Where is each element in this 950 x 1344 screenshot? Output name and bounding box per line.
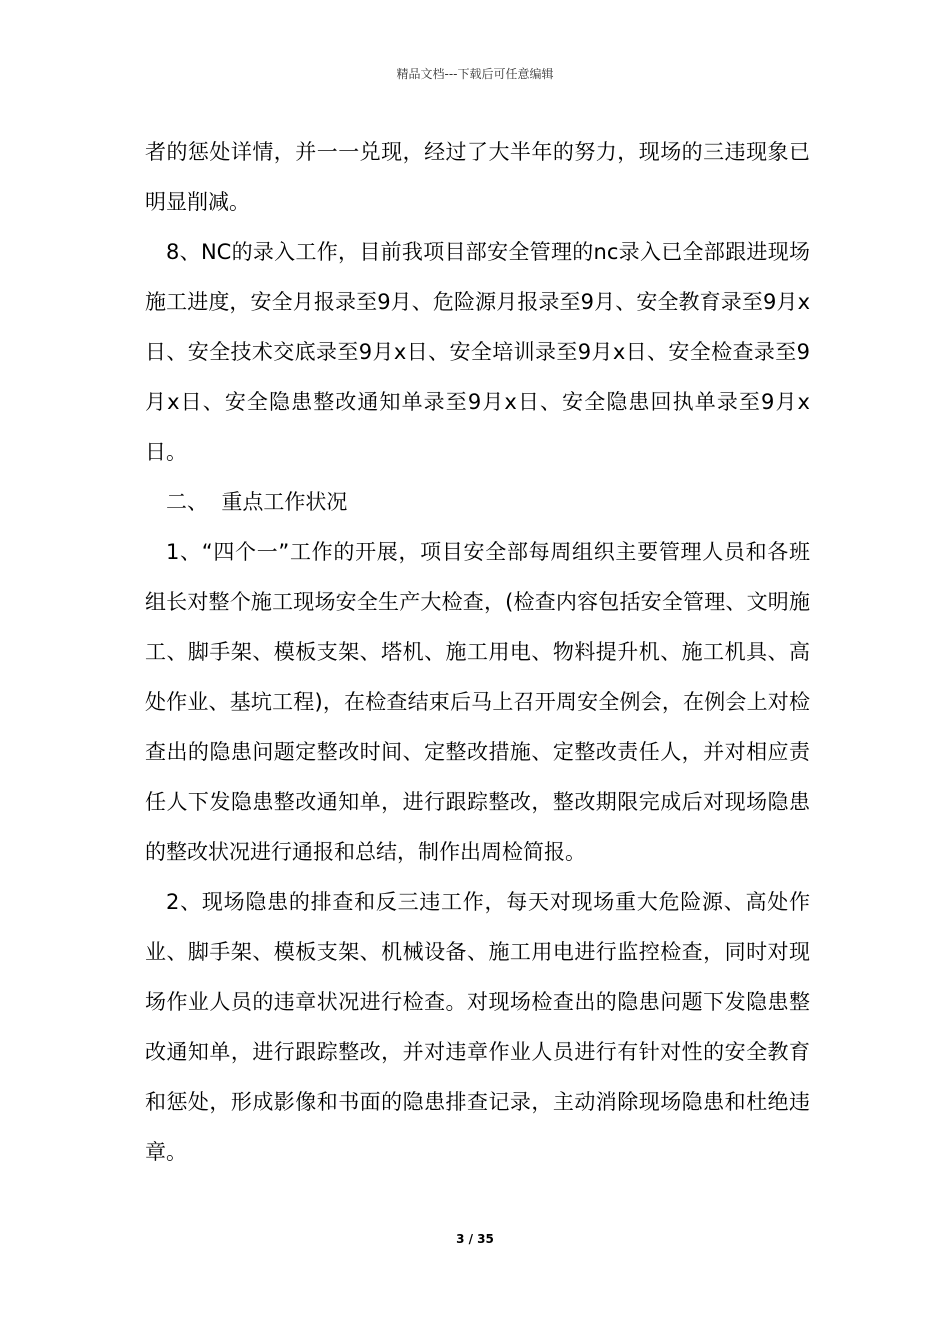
paragraph-four-ones: 1、“四个一”工作的开展，项目安全部每周组织主要管理人员和各班组长对整个施工现场安全生产大检查，(检查内容包括安全管理、文明施工、脚手架、模板支架、塔机、施工用电、物料提升机、施工机具、高处作业、基坑工程)，在检查结束后马上召开周安全例会，在例会上对检查出的隐患问题定整改时间、定整改措施、定整改责任人，并对相应责任人下发隐患整改通知单，进行跟踪整改，整改期限完成后对现场隐患的整改状况进行通报和总结，制作出周检简报。 [145, 540, 810, 864]
page-header: 精品文档---下载后可任意编辑 [396, 67, 554, 81]
page-number: 3 / 35 [456, 1232, 494, 1246]
paragraph-nc-entry: 8、NC的录入工作，目前我项目部安全管理的nc录入已全部跟进现场施工进度，安全月报录至9月、危险源月报录至9月、安全教育录至9月x日、安全技术交底录至9月x日、安全培训录至9月x日、安全检查录至9月x日、安全隐患整改通知单录至9月x日、安全隐患回执单录至9月x日。 [145, 240, 810, 464]
paragraph-hazard-inspection: 2、现场隐患的排查和反三违工作，每天对现场重大危险源、高处作业、脚手架、模板支架、机械设备、施工用电进行监控检查，同时对现场作业人员的违章状况进行检查。对现场检查出的隐患问题下发隐患整改通知单，进行跟踪整改，并对违章作业人员进行有针对性的安全教育和惩处，形成影像和书面的隐患排查记录，主动消除现场隐患和杜绝违章。 [145, 890, 810, 1164]
paragraph-continuation: 者的惩处详情，并一一兑现，经过了大半年的努力，现场的三违现象已明显削减。 [145, 140, 810, 214]
section-heading: 二、 重点工作状况 [166, 490, 348, 514]
document-body [145, 127, 810, 1177]
